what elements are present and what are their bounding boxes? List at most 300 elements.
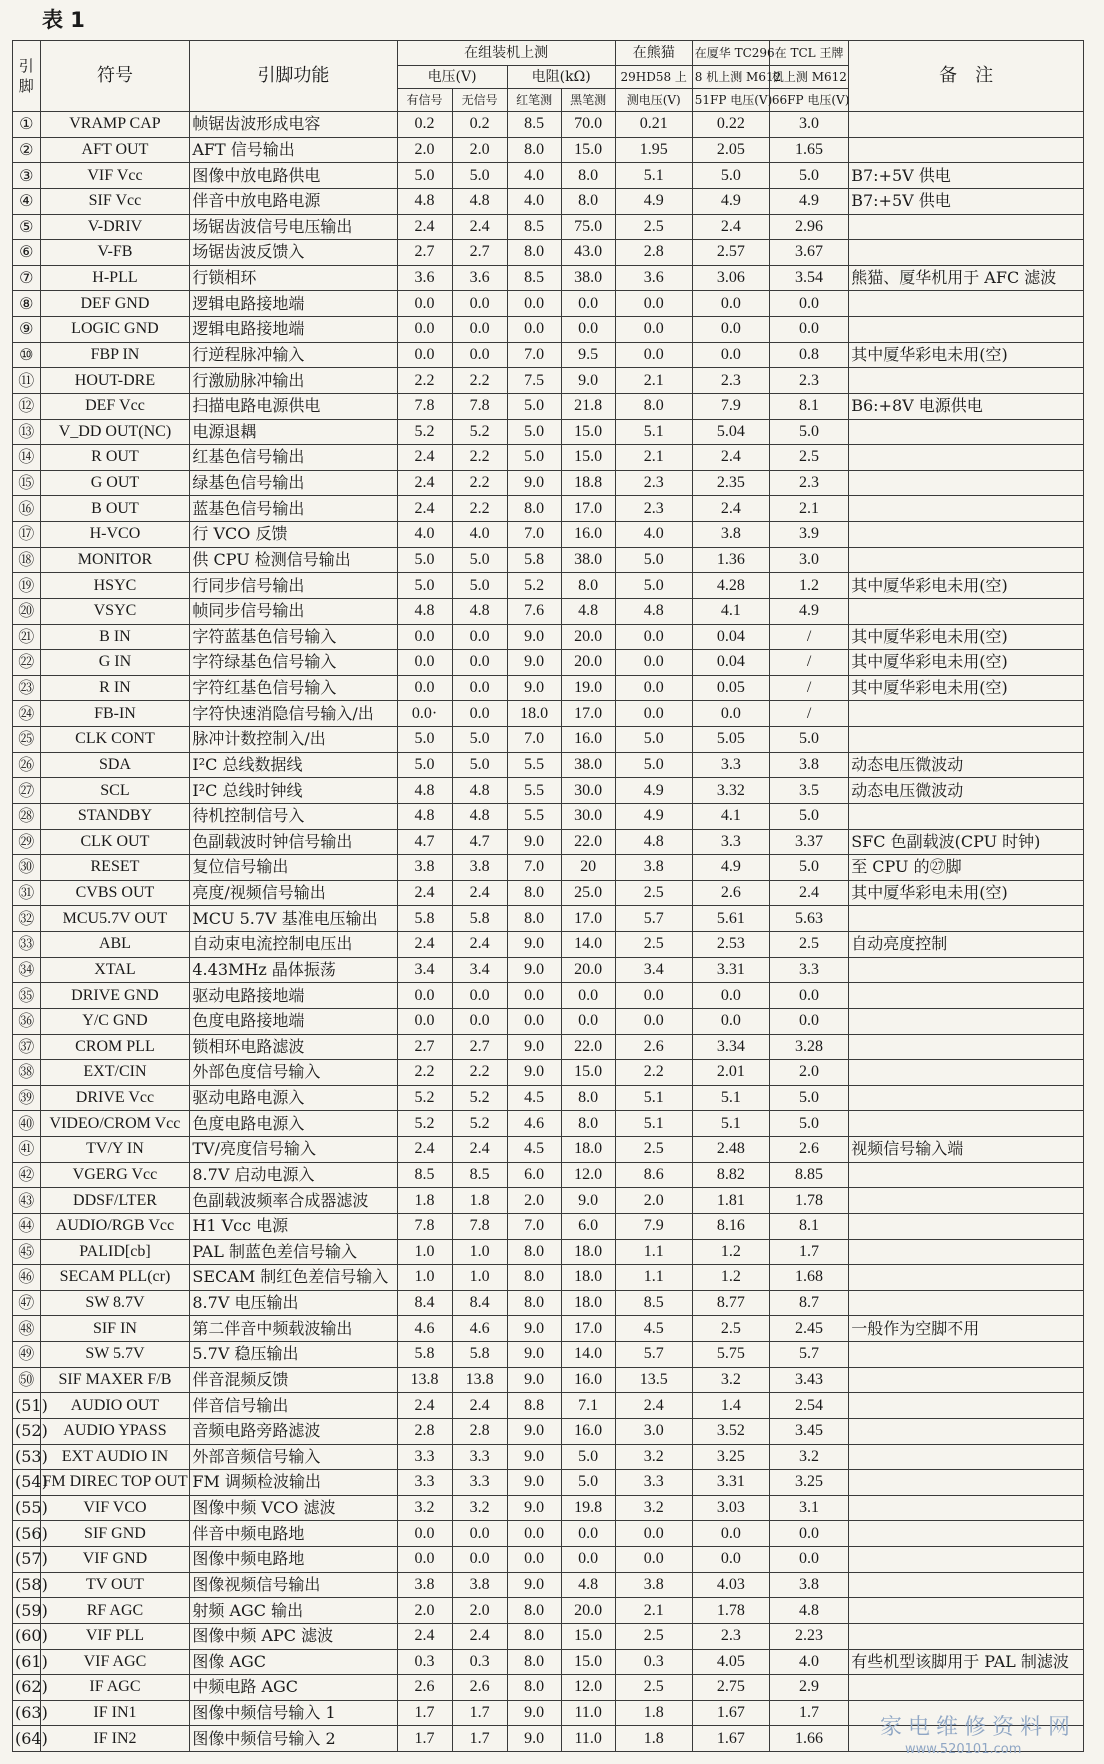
pin-note (849, 1008, 1084, 1034)
pin-function: 自动束电流控制电压出 (190, 932, 397, 958)
voltage-tcl: 4.9 (769, 598, 848, 624)
pin-function: 色度电路接地端 (190, 1008, 397, 1034)
voltage-tcl: 5.0 (769, 163, 848, 189)
voltage-panda: 2.8 (615, 240, 692, 266)
pin-note (849, 522, 1084, 548)
table-row (13, 906, 1084, 932)
voltage-no-signal: 0.3 (452, 1649, 507, 1675)
voltage-with-signal: 0.3 (397, 1649, 452, 1675)
voltage-panda: 3.2 (615, 1444, 692, 1470)
pin-symbol: DEF GND (40, 291, 190, 317)
pin-symbol: V-FB (40, 240, 190, 266)
voltage-no-signal: 2.4 (452, 1393, 507, 1419)
table-row (13, 419, 1084, 445)
pin-function: 亮度/视频信号输出 (190, 880, 397, 906)
pin-note: 视频信号输入端 (849, 1137, 1084, 1163)
pin-note (849, 1572, 1084, 1598)
resistance-black-probe: 17.0 (561, 906, 615, 932)
voltage-xiahua: 3.3 (692, 829, 769, 855)
table-row (13, 727, 1084, 753)
table-row (13, 932, 1084, 958)
voltage-tcl: 0.0 (769, 983, 848, 1009)
voltage-xiahua: 1.78 (692, 1598, 769, 1624)
pin-function: 外部色度信号输入 (190, 1060, 397, 1086)
resistance-black-probe: 16.0 (561, 522, 615, 548)
resistance-red-probe: 9.0 (507, 1060, 561, 1086)
resistance-red-probe: 7.6 (507, 598, 561, 624)
resistance-red-probe: 4.0 (507, 163, 561, 189)
resistance-red-probe: 9.0 (507, 1495, 561, 1521)
pin-function: 场锯齿波信号电压输出 (190, 214, 397, 240)
voltage-no-signal: 2.7 (452, 1034, 507, 1060)
table-title: 表 1 (42, 8, 85, 32)
voltage-panda: 2.5 (615, 214, 692, 240)
pin-symbol: VRAMP CAP (40, 112, 190, 138)
voltage-panda: 1.1 (615, 1239, 692, 1265)
voltage-with-signal: 5.0 (397, 573, 452, 599)
pin-number: (61) (13, 1649, 41, 1675)
voltage-panda: 5.0 (615, 727, 692, 753)
resistance-red-probe: 8.0 (507, 496, 561, 522)
voltage-tcl: 2.1 (769, 496, 848, 522)
voltage-xiahua: 4.9 (692, 855, 769, 881)
table-row (13, 470, 1084, 496)
table-row (13, 1572, 1084, 1598)
voltage-no-signal: 0.0 (452, 342, 507, 368)
table-row (13, 1060, 1084, 1086)
pin-function: 逻辑电路接地端 (190, 317, 397, 343)
resistance-red-probe: 9.0 (507, 1726, 561, 1752)
voltage-panda: 5.1 (615, 419, 692, 445)
pin-function: 供 CPU 检测信号输出 (190, 547, 397, 573)
voltage-xiahua: 5.05 (692, 727, 769, 753)
table-row (13, 1188, 1084, 1214)
resistance-red-probe: 9.0 (507, 1342, 561, 1368)
voltage-with-signal: 3.8 (397, 855, 452, 881)
pin-function: 扫描电路电源供电 (190, 393, 397, 419)
voltage-no-signal: 2.4 (452, 932, 507, 958)
resistance-red-probe: 8.0 (507, 1239, 561, 1265)
resistance-red-probe: 5.0 (507, 419, 561, 445)
table-row (13, 1137, 1084, 1163)
voltage-with-signal: 0.2 (397, 112, 452, 138)
voltage-with-signal: 2.2 (397, 368, 452, 394)
voltage-no-signal: 0.0 (452, 701, 507, 727)
resistance-red-probe: 9.0 (507, 932, 561, 958)
voltage-with-signal: 1.0 (397, 1265, 452, 1291)
voltage-panda: 0.21 (615, 112, 692, 138)
pin-number: ⑯ (13, 496, 41, 522)
resistance-red-probe: 9.0 (507, 650, 561, 676)
resistance-red-probe: 9.0 (507, 470, 561, 496)
pin-function: 图像中频 APC 滤波 (190, 1623, 397, 1649)
voltage-panda: 2.4 (615, 1393, 692, 1419)
voltage-panda: 3.4 (615, 957, 692, 983)
voltage-xiahua: 3.06 (692, 265, 769, 291)
voltage-tcl: 3.3 (769, 957, 848, 983)
pin-function: 驱动电路接地端 (190, 983, 397, 1009)
pin-function: 色度电路电源入 (190, 1111, 397, 1137)
table-row (13, 240, 1084, 266)
voltage-no-signal: 5.0 (452, 573, 507, 599)
table-row (13, 1213, 1084, 1239)
pin-note (849, 1060, 1084, 1086)
pin-number: (58) (13, 1572, 41, 1598)
table-row (13, 1547, 1084, 1573)
voltage-with-signal: 5.0 (397, 752, 452, 778)
resistance-red-probe: 9.0 (507, 1700, 561, 1726)
resistance-black-probe: 30.0 (561, 778, 615, 804)
table-row (13, 1290, 1084, 1316)
pin-function: 逻辑电路接地端 (190, 291, 397, 317)
voltage-panda: 2.5 (615, 1623, 692, 1649)
voltage-xiahua: 5.1 (692, 1111, 769, 1137)
pin-function: SECAM 制红色差信号输入 (190, 1265, 397, 1291)
header-tcl-2: 机上测 M612 (769, 66, 848, 89)
voltage-with-signal: 2.8 (397, 1418, 452, 1444)
voltage-tcl: 3.45 (769, 1418, 848, 1444)
header-xiahua-1: 在厦华 TC296 (692, 41, 769, 66)
pin-symbol: IF IN1 (40, 1700, 190, 1726)
voltage-no-signal: 2.4 (452, 1137, 507, 1163)
voltage-panda: 4.5 (615, 1316, 692, 1342)
pin-note: 其中厦华彩电未用(空) (849, 573, 1084, 599)
pin-function: 图像中频信号输入 1 (190, 1700, 397, 1726)
voltage-xiahua: 0.0 (692, 342, 769, 368)
pin-function: 外部音频信号输入 (190, 1444, 397, 1470)
pin-note (849, 137, 1084, 163)
table-row (13, 188, 1084, 214)
voltage-panda: 3.8 (615, 1572, 692, 1598)
pin-note (849, 445, 1084, 471)
voltage-xiahua: 2.5 (692, 1316, 769, 1342)
voltage-no-signal: 3.2 (452, 1495, 507, 1521)
table-row (13, 291, 1084, 317)
resistance-red-probe: 7.0 (507, 727, 561, 753)
table-row (13, 163, 1084, 189)
header-panda-2: 29HD58 上 (615, 66, 692, 89)
voltage-xiahua: 1.67 (692, 1726, 769, 1752)
resistance-red-probe: 9.0 (507, 1470, 561, 1496)
voltage-with-signal: 5.2 (397, 1111, 452, 1137)
pin-function: 脉冲计数控制入/出 (190, 727, 397, 753)
voltage-tcl: 5.63 (769, 906, 848, 932)
voltage-with-signal: 5.2 (397, 1085, 452, 1111)
voltage-xiahua: 0.0 (692, 1547, 769, 1573)
resistance-red-probe: 0.0 (507, 317, 561, 343)
resistance-black-probe: 70.0 (561, 112, 615, 138)
voltage-xiahua: 0.04 (692, 624, 769, 650)
pin-number: ㉗ (13, 778, 41, 804)
table-row (13, 1393, 1084, 1419)
resistance-black-probe: 18.0 (561, 1290, 615, 1316)
voltage-tcl: 2.3 (769, 368, 848, 394)
resistance-black-probe: 7.1 (561, 1393, 615, 1419)
voltage-panda: 0.0 (615, 983, 692, 1009)
voltage-no-signal: 2.4 (452, 880, 507, 906)
pin-symbol: DDSF/LTER (40, 1188, 190, 1214)
pin-function: 图像中频信号输入 2 (190, 1726, 397, 1752)
pin-number: ④ (13, 188, 41, 214)
pin-function: 驱动电路电源入 (190, 1085, 397, 1111)
pin-number: ③ (13, 163, 41, 189)
voltage-panda: 2.2 (615, 1060, 692, 1086)
voltage-tcl: 0.0 (769, 1547, 848, 1573)
pin-symbol: ABL (40, 932, 190, 958)
voltage-tcl: 2.6 (769, 1137, 848, 1163)
voltage-tcl: 2.54 (769, 1393, 848, 1419)
table-row (13, 880, 1084, 906)
pin-function: 5.7V 稳压输出 (190, 1342, 397, 1368)
resistance-red-probe: 7.0 (507, 855, 561, 881)
table-row (13, 778, 1084, 804)
pin-number: ㉘ (13, 803, 41, 829)
pin-number: ㊳ (13, 1060, 41, 1086)
voltage-no-signal: 3.3 (452, 1470, 507, 1496)
pin-symbol: AUDIO YPASS (40, 1418, 190, 1444)
resistance-red-probe: 8.0 (507, 1623, 561, 1649)
pin-note (849, 1393, 1084, 1419)
voltage-no-signal: 4.8 (452, 778, 507, 804)
table-row (13, 829, 1084, 855)
voltage-with-signal: 2.4 (397, 1137, 452, 1163)
voltage-xiahua: 4.9 (692, 188, 769, 214)
voltage-with-signal: 2.4 (397, 496, 452, 522)
pin-function: 字符红基色信号输入 (190, 675, 397, 701)
voltage-tcl: 3.25 (769, 1470, 848, 1496)
resistance-black-probe: 0.0 (561, 291, 615, 317)
pin-symbol: G IN (40, 650, 190, 676)
voltage-with-signal: 0.0 (397, 291, 452, 317)
pin-note (849, 368, 1084, 394)
voltage-tcl: 2.45 (769, 1316, 848, 1342)
voltage-no-signal: 3.3 (452, 1444, 507, 1470)
voltage-xiahua: 2.3 (692, 1623, 769, 1649)
pin-symbol: HOUT-DRE (40, 368, 190, 394)
voltage-xiahua: 5.75 (692, 1342, 769, 1368)
resistance-black-probe: 20 (561, 855, 615, 881)
voltage-no-signal: 2.2 (452, 470, 507, 496)
table-row (13, 598, 1084, 624)
pin-note (849, 803, 1084, 829)
voltage-panda: 0.0 (615, 675, 692, 701)
voltage-tcl: 3.8 (769, 752, 848, 778)
voltage-panda: 0.0 (615, 342, 692, 368)
pin-note: 其中厦华彩电未用(空) (849, 624, 1084, 650)
resistance-red-probe: 9.0 (507, 1444, 561, 1470)
voltage-no-signal: 2.2 (452, 445, 507, 471)
pin-note (849, 1495, 1084, 1521)
pin-symbol: SIF IN (40, 1316, 190, 1342)
resistance-red-probe: 0.0 (507, 1008, 561, 1034)
pin-note: B7:+5V 供电 (849, 188, 1084, 214)
pin-note (849, 1034, 1084, 1060)
voltage-tcl: 5.0 (769, 1111, 848, 1137)
voltage-with-signal: 1.0 (397, 1239, 452, 1265)
voltage-no-signal: 4.8 (452, 598, 507, 624)
voltage-tcl: 0.0 (769, 317, 848, 343)
voltage-xiahua: 8.77 (692, 1290, 769, 1316)
pin-note (849, 1213, 1084, 1239)
voltage-tcl: 3.0 (769, 547, 848, 573)
resistance-black-probe: 30.0 (561, 803, 615, 829)
pin-function: 音频电路旁路滤波 (190, 1418, 397, 1444)
resistance-black-probe: 6.0 (561, 1213, 615, 1239)
voltage-no-signal: 2.0 (452, 1598, 507, 1624)
voltage-no-signal: 5.0 (452, 163, 507, 189)
resistance-red-probe: 8.0 (507, 880, 561, 906)
table-row (13, 1367, 1084, 1393)
voltage-no-signal: 0.0 (452, 1547, 507, 1573)
pin-function: TV/亮度信号输入 (190, 1137, 397, 1163)
voltage-no-signal: 4.0 (452, 522, 507, 548)
table-row (13, 957, 1084, 983)
pin-number: ㊿ (13, 1367, 41, 1393)
voltage-panda: 2.5 (615, 1137, 692, 1163)
table-row (13, 1111, 1084, 1137)
voltage-tcl: 2.3 (769, 470, 848, 496)
voltage-with-signal: 2.4 (397, 445, 452, 471)
header-v-nosignal: 无信号 (452, 89, 507, 112)
voltage-no-signal: 2.7 (452, 240, 507, 266)
pin-note (849, 1265, 1084, 1291)
resistance-red-probe: 9.0 (507, 829, 561, 855)
pin-symbol: SIF Vcc (40, 188, 190, 214)
pin-number: ① (13, 112, 41, 138)
voltage-panda: 4.8 (615, 829, 692, 855)
voltage-panda: 4.9 (615, 188, 692, 214)
table-row (13, 675, 1084, 701)
voltage-panda: 1.95 (615, 137, 692, 163)
table-row (13, 1649, 1084, 1675)
pin-note (849, 547, 1084, 573)
voltage-xiahua: 4.1 (692, 803, 769, 829)
voltage-xiahua: 5.04 (692, 419, 769, 445)
voltage-tcl: / (769, 650, 848, 676)
pin-note (849, 496, 1084, 522)
pin-number: (51) (13, 1393, 41, 1419)
voltage-xiahua: 0.0 (692, 317, 769, 343)
pin-note (849, 701, 1084, 727)
voltage-no-signal: 2.2 (452, 368, 507, 394)
pin-symbol: DRIVE GND (40, 983, 190, 1009)
pin-function: 待机控制信号入 (190, 803, 397, 829)
pin-function: 8.7V 启动电源入 (190, 1162, 397, 1188)
pin-symbol: SCL (40, 778, 190, 804)
resistance-black-probe: 9.0 (561, 368, 615, 394)
voltage-tcl: 0.0 (769, 291, 848, 317)
voltage-no-signal: 3.8 (452, 855, 507, 881)
voltage-panda: 8.0 (615, 393, 692, 419)
pin-symbol: DEF Vcc (40, 393, 190, 419)
resistance-black-probe: 12.0 (561, 1675, 615, 1701)
pin-symbol: B IN (40, 624, 190, 650)
pin-function: 行逆程脉冲输入 (190, 342, 397, 368)
resistance-red-probe: 5.5 (507, 803, 561, 829)
resistance-black-probe: 12.0 (561, 1162, 615, 1188)
resistance-black-probe: 14.0 (561, 932, 615, 958)
pin-symbol: XTAL (40, 957, 190, 983)
voltage-tcl: 2.4 (769, 880, 848, 906)
header-v-signal: 有信号 (397, 89, 452, 112)
pin-function: FM 调频检波输出 (190, 1470, 397, 1496)
voltage-with-signal: 0.0 (397, 1547, 452, 1573)
table-row (13, 855, 1084, 881)
table-row (13, 1342, 1084, 1368)
voltage-tcl: / (769, 624, 848, 650)
table-row (13, 137, 1084, 163)
pin-note (849, 240, 1084, 266)
voltage-with-signal: 2.6 (397, 1675, 452, 1701)
table-body (13, 112, 1084, 1752)
pin-note (849, 214, 1084, 240)
resistance-black-probe: 20.0 (561, 1598, 615, 1624)
voltage-tcl: 3.67 (769, 240, 848, 266)
voltage-panda: 1.1 (615, 1265, 692, 1291)
pin-number: ⑬ (13, 419, 41, 445)
voltage-panda: 4.0 (615, 522, 692, 548)
voltage-panda: 2.1 (615, 445, 692, 471)
pin-function: 8.7V 电压输出 (190, 1290, 397, 1316)
voltage-with-signal: 5.8 (397, 1342, 452, 1368)
voltage-panda: 3.3 (615, 1470, 692, 1496)
voltage-no-signal: 2.0 (452, 137, 507, 163)
pin-number: ⑱ (13, 547, 41, 573)
voltage-xiahua: 2.05 (692, 137, 769, 163)
voltage-no-signal: 2.2 (452, 1060, 507, 1086)
pin-function: 图像视频信号输出 (190, 1572, 397, 1598)
pin-number: (53) (13, 1444, 41, 1470)
pin-number: ㉞ (13, 957, 41, 983)
resistance-red-probe: 5.2 (507, 573, 561, 599)
resistance-black-probe: 8.0 (561, 188, 615, 214)
table-row (13, 803, 1084, 829)
voltage-no-signal: 4.8 (452, 803, 507, 829)
voltage-with-signal: 3.3 (397, 1470, 452, 1496)
resistance-red-probe: 8.8 (507, 1393, 561, 1419)
resistance-black-probe: 15.0 (561, 445, 615, 471)
voltage-no-signal: 0.0 (452, 1008, 507, 1034)
voltage-tcl: / (769, 701, 848, 727)
pin-symbol: CLK CONT (40, 727, 190, 753)
pin-number: ㊾ (13, 1342, 41, 1368)
pin-note (849, 1085, 1084, 1111)
pin-note: 至 CPU 的㉗脚 (849, 855, 1084, 881)
table-row (13, 1316, 1084, 1342)
voltage-no-signal: 2.6 (452, 1675, 507, 1701)
voltage-tcl: 5.0 (769, 419, 848, 445)
pin-number: ㉔ (13, 701, 41, 727)
resistance-red-probe: 9.0 (507, 675, 561, 701)
voltage-no-signal: 7.8 (452, 393, 507, 419)
pin-function: 第二伴音中频载波输出 (190, 1316, 397, 1342)
voltage-xiahua: 4.1 (692, 598, 769, 624)
voltage-panda: 2.1 (615, 368, 692, 394)
resistance-red-probe: 8.0 (507, 1675, 561, 1701)
voltage-tcl: 5.7 (769, 1342, 848, 1368)
voltage-xiahua: 1.67 (692, 1700, 769, 1726)
voltage-tcl: 0.0 (769, 1521, 848, 1547)
voltage-panda: 13.5 (615, 1367, 692, 1393)
voltage-no-signal: 2.4 (452, 1623, 507, 1649)
pin-note (849, 1188, 1084, 1214)
voltage-panda: 5.0 (615, 573, 692, 599)
watermark-text: 家电维修资料网 (880, 1715, 1077, 1740)
voltage-panda: 2.5 (615, 932, 692, 958)
resistance-red-probe: 5.5 (507, 778, 561, 804)
voltage-panda: 2.5 (615, 1675, 692, 1701)
resistance-red-probe: 9.0 (507, 1316, 561, 1342)
